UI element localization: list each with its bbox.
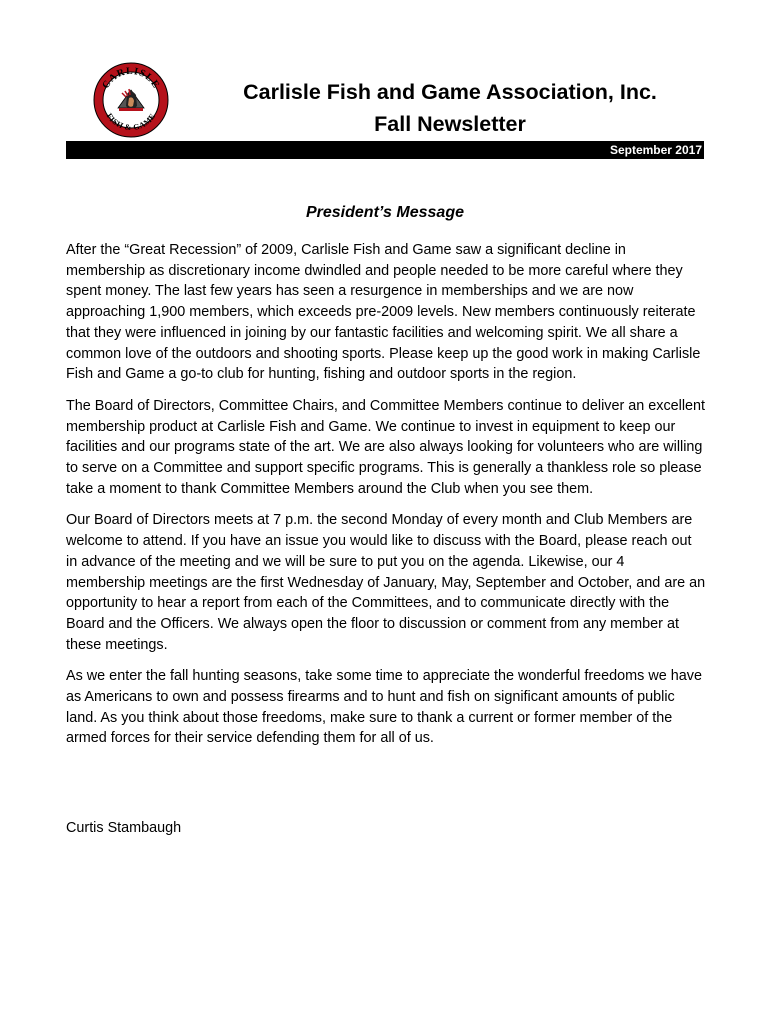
article-body bbox=[66, 240, 706, 760]
logo-text-top: CARLISLE bbox=[100, 65, 162, 91]
paragraph: After the “Great Recession” of 2009, Carlisle Fish and Game saw a significant decline in membership as discretionary income dwindled and people needed to be more careful where they spent money. The last few years has seen a resurgence in memberships and we are now approaching 1,900 members, which exceeds pre-2009 levels. New members continuously reiterate that they were influenced in joining by our fantastic facilities and welcoming spirit. We all share a common love of the outdoors and shooting sports. Please keep up the good work in making Carlisle Fish and Game a go-to club for hunting, fishing and outdoor sports in the region. bbox=[66, 242, 701, 383]
section-heading: President’s Message bbox=[305, 204, 464, 221]
paragraph: Our Board of Directors meets at 7 p.m. the second Monday of every month and Club Members are welcome to attend. If you have an issue you would like to discuss with the Board, please reach out in advance of the meeting and we will be sure to put you on the agenda. Likewise, our 4 membership meetings are the first Wednesday of January, May, September and October, and are an opportunity to hear a report from each of the Committees, and to communicate directly with the Board and the Officers. We always open the floor to discussion or comment from any member at these meetings. bbox=[66, 512, 706, 653]
signature: Curtis Stambaugh bbox=[66, 820, 182, 836]
logo-text-bottom: FISH & GAME bbox=[104, 111, 158, 133]
paragraph: As we enter the fall hunting seasons, take some time to appreciate the wonderful freedoms we have as Americans to own and possess firearms and to hunt and fish on significant amounts of public land. As you think about those freedoms, make sure to thank a current or former member of the armed forces for their service defending them for all of us. bbox=[66, 668, 702, 747]
logo-seal-icon bbox=[93, 62, 169, 138]
issue-date: September 2017 bbox=[609, 143, 702, 157]
newsletter-title: Fall Newsletter bbox=[374, 112, 526, 136]
paragraph: The Board of Directors, Committee Chairs, and Committee Members continue to deliver an excellent membership product at Carlisle Fish and Game. We continue to invest in equipment to keep our facilities and our programs state of the art. We are also always looking for volunteers who are willing to serve on a Committee and support specific programs. This is generally a thankless role so please take a moment to thank Committee Members around the Club when you see them. bbox=[66, 397, 706, 497]
newsletter-org-title: Carlisle Fish and Game Association, Inc. bbox=[243, 80, 657, 104]
carlisle-fish-and-game-logo bbox=[93, 62, 169, 138]
date-banner bbox=[66, 141, 704, 159]
